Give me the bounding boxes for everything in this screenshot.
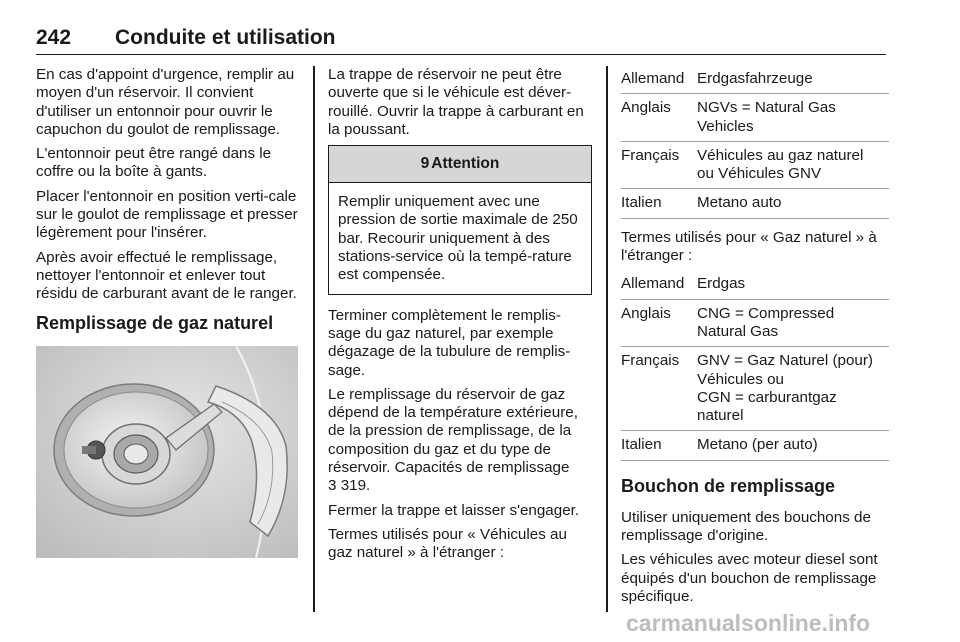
language-cell: Anglais: [621, 304, 671, 322]
term-line: Natural Gas: [697, 322, 779, 340]
term-line: NGVs = Natural Gas: [697, 99, 836, 117]
column-left: [36, 66, 300, 558]
term-cell: [697, 70, 889, 88]
attention-body: [329, 183, 591, 293]
attention-title: Attention: [431, 155, 500, 173]
term-line: Véhicules au gaz naturel: [697, 146, 864, 164]
term-line: CGN = carburantgaz: [697, 388, 837, 406]
xref-arrow-icon: 3: [328, 477, 337, 495]
term-line: Metano auto: [697, 194, 782, 212]
page-title: Conduite et utilisation: [115, 26, 336, 49]
column-middle: [328, 66, 592, 569]
xref-page: 319.: [340, 477, 371, 495]
paragraph: Utiliser uniquement des bouchons de remplissage d'origine.: [621, 508, 871, 545]
paragraph: En cas d'appoint d'urgence, remplir au moyen d'un réservoir. Il convient d'utiliser un entonnoir pour ouvrir le capuchon du goulot de remplissage.: [36, 66, 295, 138]
language-cell: Italien: [621, 194, 662, 212]
language-cell: Français: [621, 352, 680, 370]
term-line: Erdgas: [697, 275, 746, 293]
term-cell: [697, 194, 889, 212]
language-cell: Allemand: [621, 70, 685, 87]
language-cell: Français: [621, 146, 680, 164]
attention-header: [329, 146, 591, 183]
term-line: Vehicles: [697, 117, 754, 135]
term-cell: [697, 436, 889, 454]
paragraph-text: Le remplissage du réservoir de gaz dépend de la température extérieure, de la pression de remplissage, de la composition du gaz et du type de réservoir. Capacités de remplissage: [328, 385, 578, 477]
attention-box: [328, 145, 592, 294]
attention-text: Remplir uniquement avec une pression de sortie maximale de 250 bar. Recourir uniquement à des stations-service où la tempé-rature est compensée.: [338, 193, 578, 284]
term-cell: [697, 147, 889, 184]
term-line: CNG = Compressed: [697, 304, 835, 322]
section-heading-filler-cap: Bouchon de remplissage: [621, 475, 836, 496]
fuel-flap-illustration: [36, 346, 298, 558]
table-row: [621, 189, 889, 218]
table-row: [621, 271, 889, 299]
table-row: [621, 347, 889, 431]
terms-table-gas: [621, 271, 889, 460]
term-cell: [697, 352, 889, 425]
paragraph: [328, 386, 592, 496]
table-row: [621, 142, 889, 190]
column-divider-2: [606, 66, 608, 612]
term-line: naturel: [697, 407, 744, 425]
terms-table-vehicles: [621, 66, 889, 219]
column-right: [621, 66, 889, 612]
paragraph: Fermer la trappe et laisser s'engager.: [328, 501, 580, 519]
paragraph: Termes utilisés pour « Gaz naturel » à l'étranger :: [621, 228, 877, 265]
paragraph: La trappe de réservoir ne peut être ouverte que si le véhicule est déver-rouillé. Ouvrir la trappe à carburant en la poussant.: [328, 66, 584, 138]
cross-reference[interactable]: [328, 477, 370, 494]
paragraph: Placer l'entonnoir en position verti-cale sur le goulot de remplissage et presser légèrement pour l'insérer.: [36, 187, 298, 242]
watermark: carmanualsonline.info: [626, 610, 871, 636]
column-divider-1: [313, 66, 315, 612]
paragraph: Les véhicules avec moteur diesel sont équipés d'un bouchon de remplissage spécifique.: [621, 551, 878, 605]
term-cell: [697, 99, 889, 136]
section-heading-natural-gas: Remplissage de gaz naturel: [36, 312, 274, 333]
term-cell: [697, 275, 889, 293]
page-header: [36, 26, 886, 55]
warning-icon: 9: [420, 155, 430, 173]
paragraph: Terminer complètement le remplis-sage du gaz naturel, par exemple dégazage de la tubulure de remplis-sage.: [328, 306, 571, 379]
language-cell: Anglais: [621, 99, 671, 117]
term-line: GNV = Gaz Naturel (pour): [697, 352, 873, 370]
term-line: Metano (per auto): [697, 436, 818, 454]
language-cell: Allemand: [621, 275, 685, 293]
table-row: [621, 94, 889, 142]
term-line: ou Véhicules GNV: [697, 165, 822, 183]
table-row: [621, 431, 889, 460]
paragraph: Termes utilisés pour « Véhicules au gaz naturel » à l'étranger :: [328, 525, 567, 562]
language-cell: Italien: [621, 436, 662, 454]
page-number: 242: [36, 26, 72, 49]
paragraph: L'entonnoir peut être rangé dans le coffre ou la boîte à gants.: [36, 145, 272, 181]
table-row: [621, 66, 889, 94]
term-line: Erdgasfahrzeuge: [697, 70, 813, 87]
term-line: Véhicules ou: [697, 370, 784, 388]
term-cell: [697, 305, 889, 342]
paragraph: Après avoir effectué le remplissage, nettoyer l'entonnoir et enlever tout résidu de carburant avant de le ranger.: [36, 248, 297, 303]
table-row: [621, 300, 889, 348]
